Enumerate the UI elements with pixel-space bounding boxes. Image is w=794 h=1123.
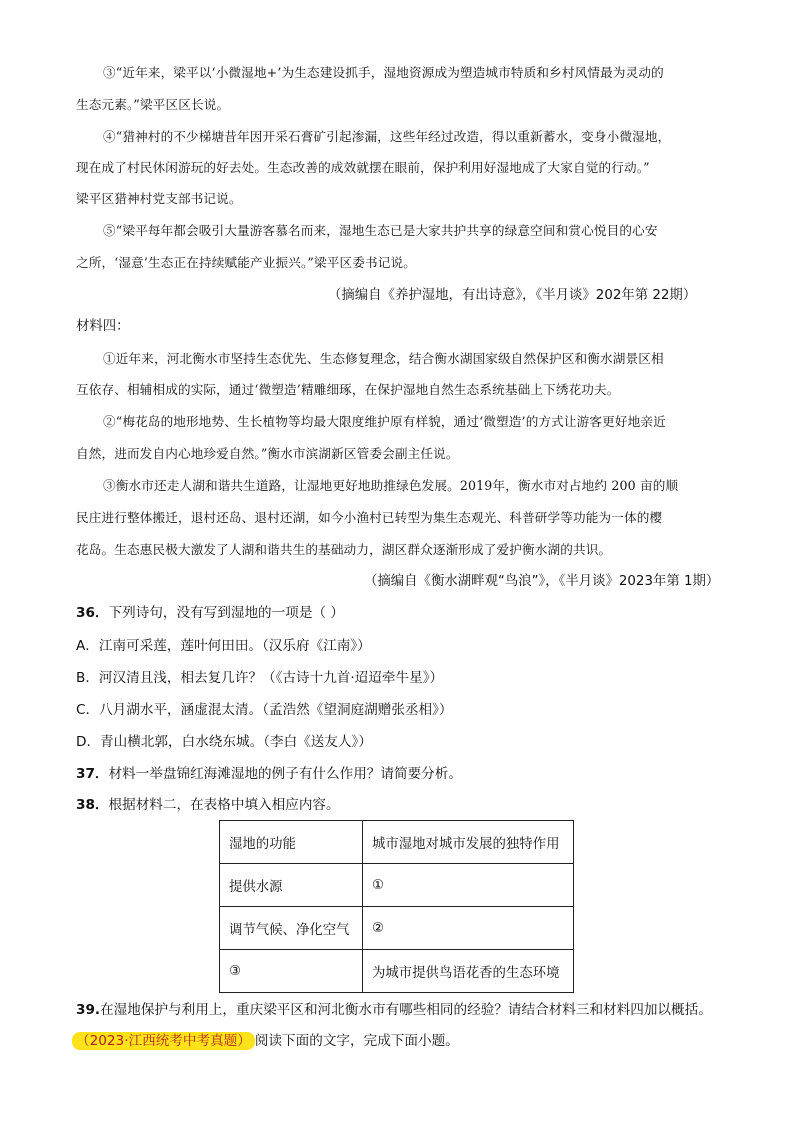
material3-source: （摘编自《养护湿地，有出诗意》，《半月谈》202年第 22期）: [328, 288, 697, 303]
table-cell: 城市湿地对城市发展的独特作用: [363, 821, 574, 864]
material4-heading: 材料四：: [76, 319, 130, 334]
material4-para2-line1: ②“梅花岛的地形地势、生长植物等均最大限度维护原有样貌，通过‘微塑造’的方式让游客更好地亲近: [103, 414, 666, 429]
wetland-function-table: [219, 820, 574, 993]
exam-source-tag: （2023·江西统考中考真题）: [72, 1032, 255, 1050]
question-36: [76, 603, 344, 623]
table-header-row: [220, 821, 574, 864]
material3-para3-line1: ③“近年来，梁平以‘小微湿地+’为生态建设抓手，湿地资源成为塑造城市特质和乡村风情最为灵动的: [103, 65, 664, 80]
option-c: C．八月湖水平，涵虚混太清。（孟浩然《望洞庭湖赠张丞相》）: [76, 702, 453, 718]
question-37-number: 37．: [76, 766, 109, 782]
option-a: A．江南可采莲，莲叶何田田。（汉乐府《江南》）: [76, 638, 371, 654]
question-38-number: 38．: [76, 797, 109, 813]
material4-para3-line3: 花岛。生态惠民极大激发了人湖和谐共生的基础动力，湖区群众逐渐形成了爱护衡水湖的共识。: [76, 542, 612, 557]
material4-para1-line1: ①近年来，河北衡水市坚持生态优先、生态修复理念，结合衡水湖国家级自然保护区和衡水湖景区相: [103, 351, 664, 366]
table-cell: ②: [363, 907, 574, 950]
table-cell: 调节气候、净化空气: [220, 907, 363, 950]
material3-para3-line2: 生态元素。”梁平区区长说。: [76, 97, 230, 112]
material3-para4-line3: 梁平区猎神村党支部书记说。: [76, 191, 242, 206]
material4-para3-line1: ③衡水市还走人湖和谐共生道路，让湿地更好地助推绿色发展。2019年，衡水市对占地约 200 亩的顺: [103, 478, 679, 493]
table-cell: 为城市提供鸟语花香的生态环境: [363, 950, 574, 993]
material3-para4-line1: ④“猎神村的不少梯塘昔年因开采石膏矿引起渗漏，这些年经过改造，得以重新蓄水，变身小微湿地，: [103, 129, 671, 144]
table-cell: 湿地的功能: [220, 821, 363, 864]
next-section-instruction: 阅读下面的文字，完成下面小题。: [254, 1033, 459, 1049]
table-row: [220, 907, 574, 950]
material4-para1-line2: 互依存、相辅相成的实际，通过‘微塑造’精雕细琢，在保护湿地自然生态系统基础上下绣花功夫。: [76, 382, 620, 397]
material4-source: （摘编自《衡水湖畔观“鸟浪”》，《半月谈》2023年第 1期）: [364, 574, 720, 589]
option-d: D．青山横北郭，白水绕东城。（李白《送友人》）: [76, 734, 372, 750]
question-36-number: 36．: [76, 605, 109, 621]
table-row: [220, 950, 574, 993]
question-38: [76, 795, 340, 815]
table-cell: ③: [220, 950, 363, 993]
material3-para4-line2: 现在成了村民休闲游玩的好去处。生态改善的成效就摆在眼前，保护利用好湿地成了大家自觉的行动。”: [76, 160, 650, 175]
material3-para5-line1: ⑤“梁平每年都会吸引大量游客慕名而来，湿地生态已是大家共护共享的绿意空间和赏心悦目的心安: [103, 223, 658, 238]
table-cell: ①: [363, 864, 574, 907]
question-36-text: 下列诗句，没有写到湿地的一项是（ ）: [108, 605, 344, 621]
material3-para5-line2: 之所，‘湿意’生态正在持续赋能产业振兴。”梁平区委书记说。: [76, 255, 416, 270]
question-37-text: 材料一举盘锦红海滩湿地的例子有什么作用？请简要分析。: [108, 766, 462, 782]
question-39-number: 39.: [76, 1002, 101, 1018]
table-row: [220, 864, 574, 907]
question-37: [76, 764, 462, 784]
material4-para2-line2: 自然，进而发自内心地珍爱自然。”衡水市滨湖新区管委会副主任说。: [76, 446, 459, 461]
question-39: [76, 1000, 712, 1020]
question-39-text: 在湿地保护与利用上，重庆梁平区和河北衡水市有哪些相同的经验？请结合材料三和材料四加以概括。: [100, 1002, 712, 1018]
material4-para3-line2: 民庄进行整体搬迁，退村还岛、退村还湖，如今小渔村已转型为集生态观光、科普研学等功能为一体的樱: [76, 510, 663, 525]
next-section-intro: [72, 1031, 459, 1051]
question-38-text: 根据材料二，在表格中填入相应内容。: [108, 797, 340, 813]
option-b: B．河汉清且浅，相去复几许？（《古诗十九首·迢迢牵牛星》）: [76, 670, 444, 686]
table-cell: 提供水源: [220, 864, 363, 907]
